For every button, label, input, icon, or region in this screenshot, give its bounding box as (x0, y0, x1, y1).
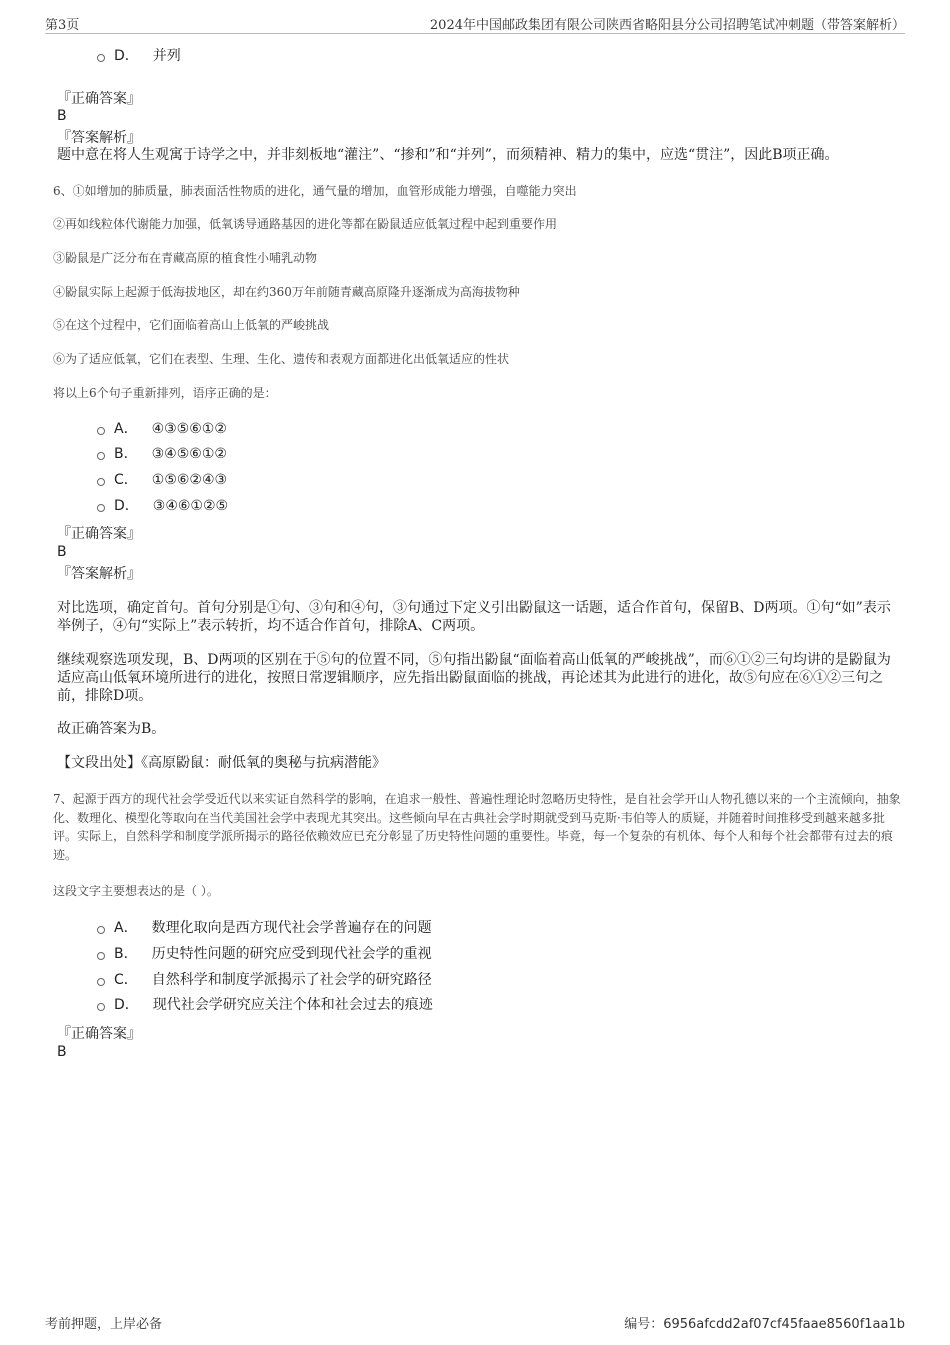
radio-icon[interactable] (97, 952, 105, 960)
q6-analysis-tag: 『答案解析』 (57, 566, 141, 582)
q7-correct-answer: B (57, 1044, 67, 1060)
document-title: 2024年中国邮政集团有限公司陕西省略阳县分公司招聘笔试冲刺题（带答案解析） (429, 18, 905, 33)
q7-option-c[interactable]: C． 自然科学和制度学派揭示了社会学的研究路径 (97, 970, 432, 990)
q5-option-d[interactable]: D． 并列 (97, 46, 181, 66)
radio-icon[interactable] (97, 452, 105, 460)
q6-analysis-p1: 对比选项，确定首句。首句分别是①句、③句和④句，③句通过下定义引出鼢鼠这一话题，适合作首句，保留B、D两项。①句“如”表示举例子，④句“实际上”表示转折，均不适合作首句，排除A、C两项。 (57, 600, 891, 634)
page-number: 第3页 (45, 18, 80, 33)
footer-slogan: 考前押题，上岸必备 (45, 1317, 163, 1332)
footer-code-value: 6956afcdd2af07cf45faae8560f1aa1b (663, 1317, 905, 1332)
q6-correct-answer: B (57, 544, 67, 560)
q7-option-d[interactable]: D． 现代社会学研究应关注个体和社会过去的痕迹 (97, 995, 433, 1015)
q6-option-d[interactable]: D． ③④⑥①②⑤ (97, 496, 228, 516)
q7-correct-answer-tag: 『正确答案』 (57, 1026, 141, 1042)
radio-icon[interactable] (97, 1003, 105, 1011)
q7-option-a[interactable]: A． 数理化取向是西方现代社会学普遍存在的问题 (97, 918, 432, 938)
radio-icon[interactable] (97, 504, 105, 512)
radio-icon[interactable] (97, 54, 105, 62)
footer-code (624, 1313, 905, 1332)
q6-correct-answer-tag: 『正确答案』 (57, 526, 141, 542)
q5-correct-answer-tag: 『正确答案』 (57, 91, 141, 107)
q5-analysis-tag: 『答案解析』 (57, 130, 141, 146)
radio-icon[interactable] (97, 478, 105, 486)
q6-option-a[interactable]: A． ④③⑤⑥①② (97, 419, 227, 439)
q6-sentence-1: 6、①如增加的肺质量，肺表面活性物质的进化，通气量的增加，血管形成能力增强，自噬能力突出 (53, 184, 577, 198)
q6-analysis-p2: 继续观察选项发现，B、D两项的区别在于⑤句的位置不同，⑤句指出鼢鼠“面临着高山低氧的严峻挑战”，而⑥①②三句均讲的是鼢鼠为适应高山低氧环境所进行的进化，按照日常逻辑顺序，应先指出鼢鼠面临的挑战，再论述其为此进行的进化，故⑤句应在⑥①②三句之前，排除D项。 (57, 652, 891, 704)
q6-analysis-p3: 故正确答案为B。 (57, 721, 166, 737)
radio-icon[interactable] (97, 926, 105, 934)
q6-source: 【文段出处】《高原鼢鼠：耐低氧的奥秘与抗病潜能》 (57, 755, 386, 771)
radio-icon[interactable] (97, 978, 105, 986)
q6-sentence-3: ③鼢鼠是广泛分布在青藏高原的植食性小哺乳动物 (53, 251, 318, 265)
q6-prompt: 将以上6个句子重新排列，语序正确的是： (53, 386, 277, 400)
q6-sentence-5: ⑤在这个过程中，它们面临着高山上低氧的严峻挑战 (53, 318, 330, 332)
q6-sentence-4: ④鼢鼠实际上起源于低海拔地区，却在约360万年前随青藏高原隆升逐渐成为高海拔物种 (53, 285, 520, 299)
q6-option-c[interactable]: C． ①⑤⑥②④③ (97, 470, 227, 490)
q7-prompt: 这段文字主要想表达的是（ ）。 (53, 884, 219, 898)
radio-icon[interactable] (97, 427, 105, 435)
header-divider (45, 33, 905, 34)
footer-code-label: 编号： (624, 1317, 664, 1332)
q6-option-b[interactable]: B． ③④⑤⑥①② (97, 444, 227, 464)
q6-sentence-2: ②再如线粒体代谢能力加强，低氧诱导通路基因的进化等都在鼢鼠适应低氧过程中起到重要作用 (53, 217, 558, 231)
q7-stem: 7、起源于西方的现代社会学受近代以来实证自然科学的影响，在追求一般性、普遍性理论时忽略历史特性，是自社会学开山人物孔德以来的一个主流倾向，抽象化、数理化、模型化等取向在当代美国社会学中表现尤其突出。这些倾向早在古典社会学时期就受到马克斯·韦伯等人的质疑，并随着时间推移受到越来越多批评。实际上，自然科学和制度学派所揭示的路径依赖效应已充分彰显了历史特性问题的重要性。毕竟，每一个复杂的有机体、每个人和每个社会都带有过去的痕迹。 (53, 792, 901, 862)
q5-correct-answer: B (57, 108, 67, 124)
q7-option-b[interactable]: B． 历史特性问题的研究应受到现代社会学的重视 (97, 944, 432, 964)
q5-analysis: 题中意在将人生观寓于诗学之中，并非刻板地“灌注”、“掺和”和“并列”，而须精神、精力的集中，应选“贯注”，因此B项正确。 (57, 147, 839, 163)
q6-sentence-6: ⑥为了适应低氧，它们在表型、生理、生化、遗传和表观方面都进化出低氧适应的性状 (53, 352, 510, 366)
